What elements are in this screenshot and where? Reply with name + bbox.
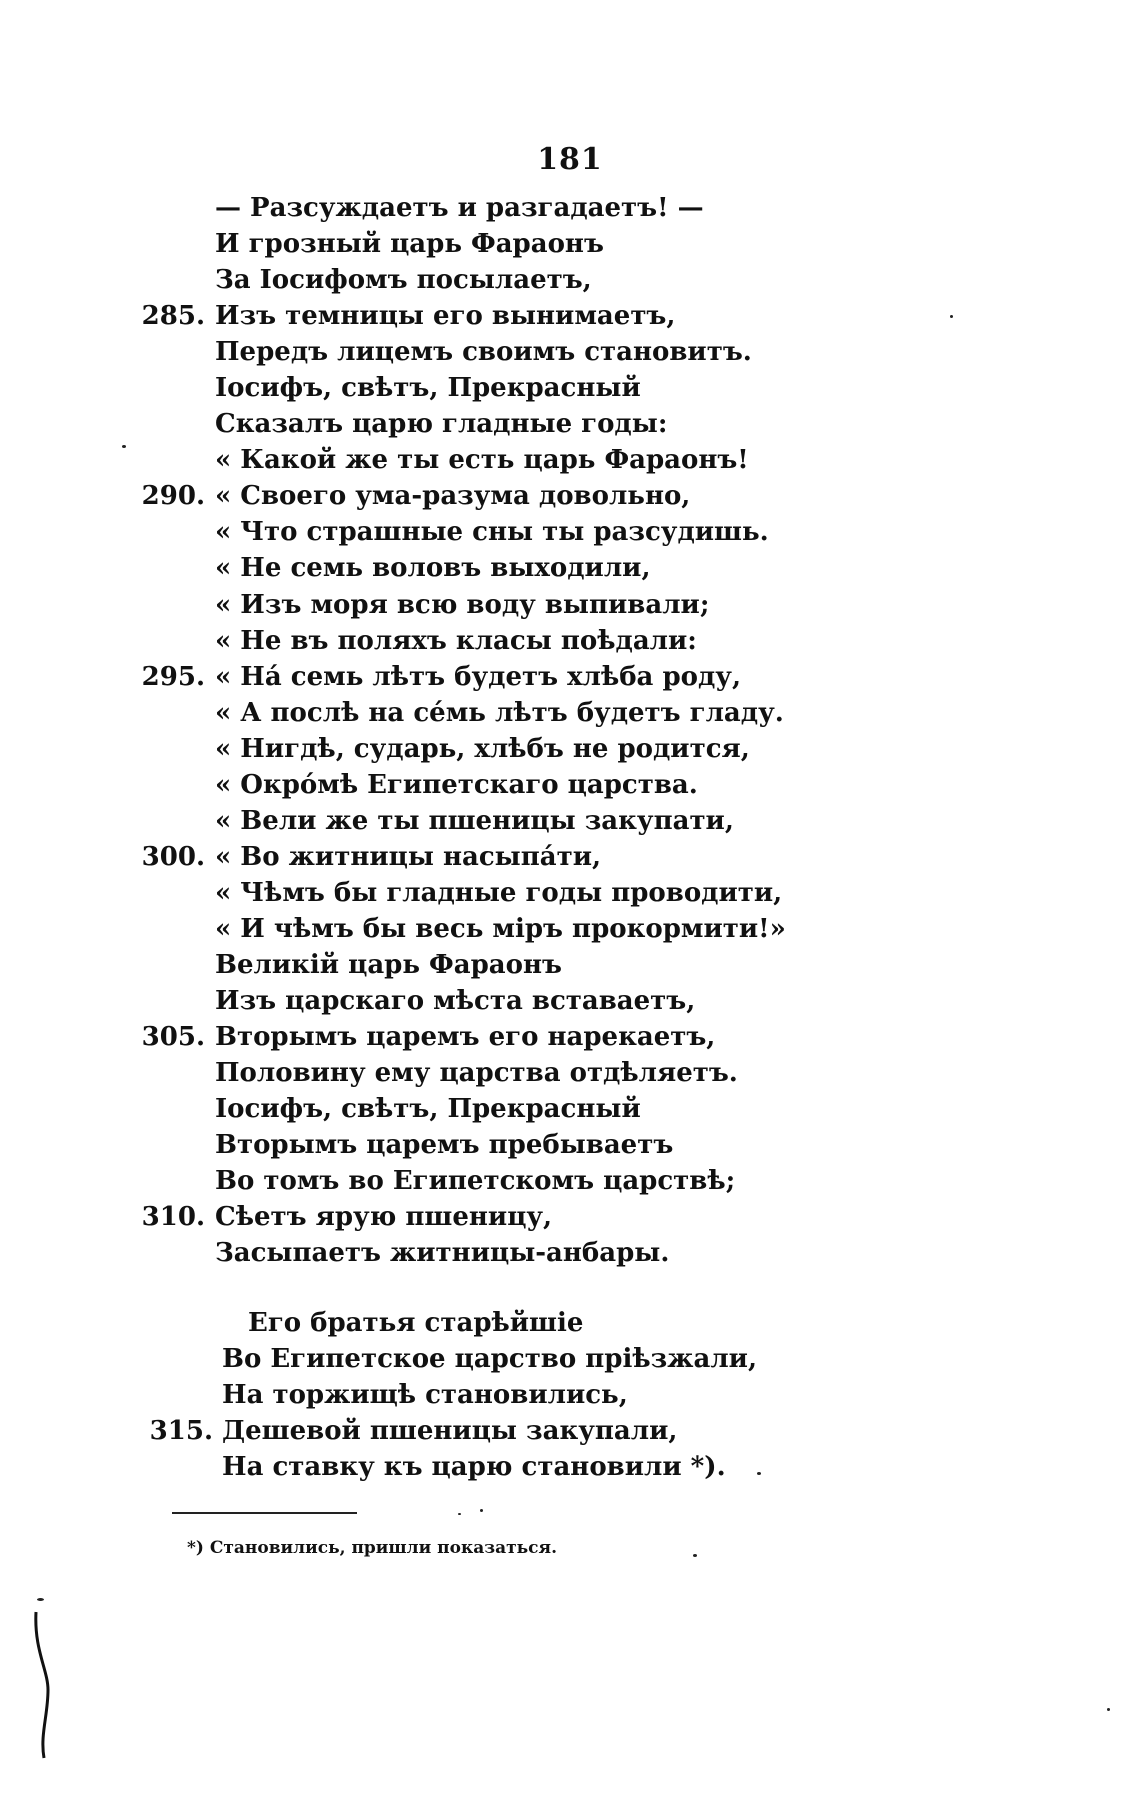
verse-number: 305.	[141, 1022, 205, 1053]
verse-line	[0, 767, 1140, 803]
verse-line	[0, 1305, 1140, 1341]
scan-speck	[37, 1598, 44, 1601]
verse-text: « Что страшные сны ты разсудишь.	[215, 517, 769, 548]
scan-speck	[122, 445, 126, 448]
verse-text: Дешевой пшеницы закупали,	[222, 1416, 678, 1447]
verse-text: Іосифъ, свѣтъ, Прекрасный	[215, 1094, 641, 1125]
verse-text: « Не въ поляхъ класы поѣдали:	[215, 625, 697, 656]
verse-line	[0, 659, 1140, 695]
verse-text: Изъ темницы его вынимаетъ,	[215, 301, 676, 332]
verse-number: 310.	[141, 1202, 205, 1233]
verse-text: Сѣетъ ярую пшеницу,	[215, 1202, 553, 1233]
verse-text: Во томъ во Египетскомъ царствѣ;	[215, 1166, 736, 1197]
page-number: 181	[537, 142, 603, 177]
verse-line	[0, 334, 1140, 370]
verse-text: Вторымъ царемъ пребываетъ	[215, 1130, 674, 1161]
verse-line	[0, 370, 1140, 406]
verse-text: « Не семь воловъ выходили,	[215, 553, 651, 584]
verse-line	[0, 731, 1140, 767]
scan-speck	[480, 1509, 483, 1512]
verse-number: 315.	[149, 1416, 213, 1447]
verse-line	[0, 623, 1140, 659]
verse-line	[0, 226, 1140, 262]
verse-line	[0, 1341, 1140, 1377]
scan-speck	[693, 1554, 697, 1557]
verse-number: 290.	[141, 481, 205, 512]
verse-text: « Окро́мѣ Египетскаго царства.	[215, 769, 698, 800]
verse-text: Передъ лицемъ своимъ становитъ.	[215, 337, 752, 368]
verse-text: « Своего ума-разума довольно,	[215, 481, 691, 512]
verse-number: 300.	[141, 841, 205, 872]
verse-text: — Разсуждаетъ и разгадаетъ! —	[215, 193, 704, 223]
verse-line	[0, 262, 1140, 298]
verse-line	[0, 514, 1140, 550]
verse-line	[0, 1449, 1140, 1485]
verse-text: На ставку къ царю становили *).	[222, 1452, 726, 1483]
verse-text: « Во житницы насыпа́ти,	[215, 841, 602, 872]
verse-line	[0, 875, 1140, 911]
verse-text: « Какой же ты есть царь Фараонъ!	[215, 445, 749, 476]
verse-line	[0, 406, 1140, 442]
verse-text: Половину ему царства отдѣляетъ.	[215, 1058, 738, 1089]
verse-text: Вторымъ царемъ его нарекаетъ,	[215, 1022, 716, 1053]
verse-line	[0, 1163, 1140, 1199]
verse-line	[0, 1091, 1140, 1127]
verse-text: Во Египетское царство пріѣзжали,	[222, 1344, 757, 1375]
verse-line	[0, 839, 1140, 875]
margin-bracket-mark	[28, 1610, 58, 1760]
verse-line	[0, 587, 1140, 623]
verse-text: « Изъ моря всю воду выпивали;	[215, 589, 710, 620]
verse-text: Іосифъ, свѣтъ, Прекрасный	[215, 373, 641, 404]
verse-line	[0, 983, 1140, 1019]
verse-number: 285.	[141, 301, 205, 332]
verse-line	[0, 298, 1140, 334]
verse-block-2	[0, 1305, 1140, 1485]
verse-text: « Чѣмъ бы гладные годы проводити,	[215, 877, 783, 908]
verse-block-1	[0, 190, 1140, 1271]
scan-speck	[950, 315, 953, 318]
verse-line	[0, 803, 1140, 839]
verse-text: « И чѣмъ бы весь міръ прокормити!»	[215, 913, 786, 944]
verse-number: 295.	[141, 661, 205, 692]
verse-text: Великій царь Фараонъ	[215, 949, 562, 980]
verse-line	[0, 1235, 1140, 1271]
verse-text: « А послѣ на се́мь лѣтъ будетъ гладу.	[215, 697, 784, 728]
verse-line	[0, 478, 1140, 514]
verse-line	[0, 911, 1140, 947]
verse-text: Изъ царскаго мѣста вставаетъ,	[215, 986, 696, 1017]
footnote-rule	[172, 1512, 357, 1514]
verse-text: Засыпаетъ житницы-анбары.	[215, 1238, 670, 1269]
verse-text: « На́ семь лѣтъ будетъ хлѣба роду,	[215, 661, 742, 692]
verse-line	[0, 1019, 1140, 1055]
verse-text: Его братья старѣйшіе	[248, 1308, 584, 1338]
verse-line	[0, 947, 1140, 983]
verse-text: За Іосифомъ посылаетъ,	[215, 265, 592, 296]
verse-line	[0, 1377, 1140, 1413]
verse-line	[0, 550, 1140, 586]
verse-text: « Вели же ты пшеницы закупати,	[215, 805, 734, 836]
verse-text: И грозный царь Фараонъ	[215, 229, 604, 260]
verse-text: На торжищѣ становились,	[222, 1380, 628, 1411]
verse-line	[0, 695, 1140, 731]
scan-speck	[1107, 1708, 1110, 1711]
verse-text: « Нигдѣ, сударь, хлѣбъ не родится,	[215, 733, 750, 764]
verse-line	[0, 190, 1140, 226]
verse-line	[0, 442, 1140, 478]
verse-line	[0, 1127, 1140, 1163]
verse-line	[0, 1199, 1140, 1235]
verse-line	[0, 1055, 1140, 1091]
verse-text: Сказалъ царю гладные годы:	[215, 409, 668, 440]
verse-line	[0, 1413, 1140, 1449]
footnote: *) Становились, пришли показаться.	[187, 1538, 558, 1558]
scan-speck	[458, 1513, 461, 1515]
scan-speck	[757, 1472, 761, 1475]
